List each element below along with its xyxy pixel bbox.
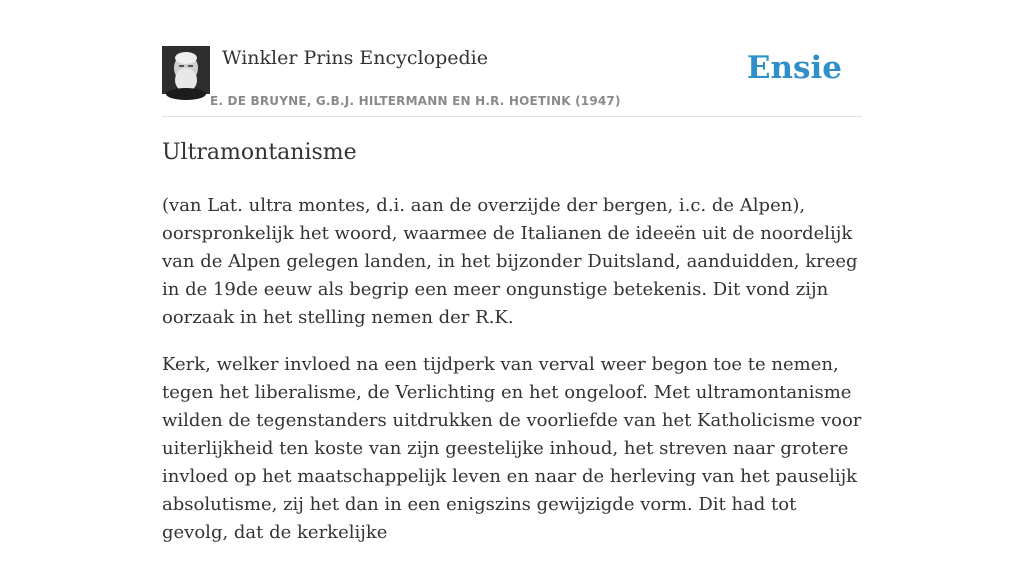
source-title[interactable]: Winkler Prins Encyclopedie [222, 47, 488, 69]
source-header [162, 40, 862, 117]
article-title: Ultramontanisme [162, 140, 357, 165]
author-avatar[interactable] [162, 46, 210, 94]
author-portrait-image [162, 46, 210, 94]
brand-logo[interactable]: Ensie [746, 50, 842, 86]
article-body [162, 192, 862, 566]
article-paragraph: (van Lat. ultra montes, d.i. aan de overzijde der bergen, i.c. de Alpen), oorspronkelijk het woord, waarmee de Italianen de ideeën uit de noordelijk van de Alpen gelegen landen, in het bijzonder Duitsland, aanduidden, kreeg in de 19de eeuw als begrip een meer ongunstige betekenis. Dit vond zijn oorzaak in het stelling nemen der R.K. [162, 195, 858, 328]
article-paragraph: Kerk, welker invloed na een tijdperk van verval weer begon toe te nemen, tegen het liberalisme, de Verlichting en het ongeloof. Met ultramontanisme wilden de tegenstanders uitdrukken de voorliefde van het Katholicisme voor uiterlijkheid ten koste van zijn geestelijke inhoud, het streven naar grotere invloed op het maatschappelijk leven en naar de herleving van het pauselijk absolutisme, zij het dan in een enigszins gewijzigde vorm. Dit had tot gevolg, dat de kerkelijke [162, 354, 862, 543]
source-authors: E. DE BRUYNE, G.B.J. HILTERMANN EN H.R. HOETINK (1947) [210, 94, 621, 108]
